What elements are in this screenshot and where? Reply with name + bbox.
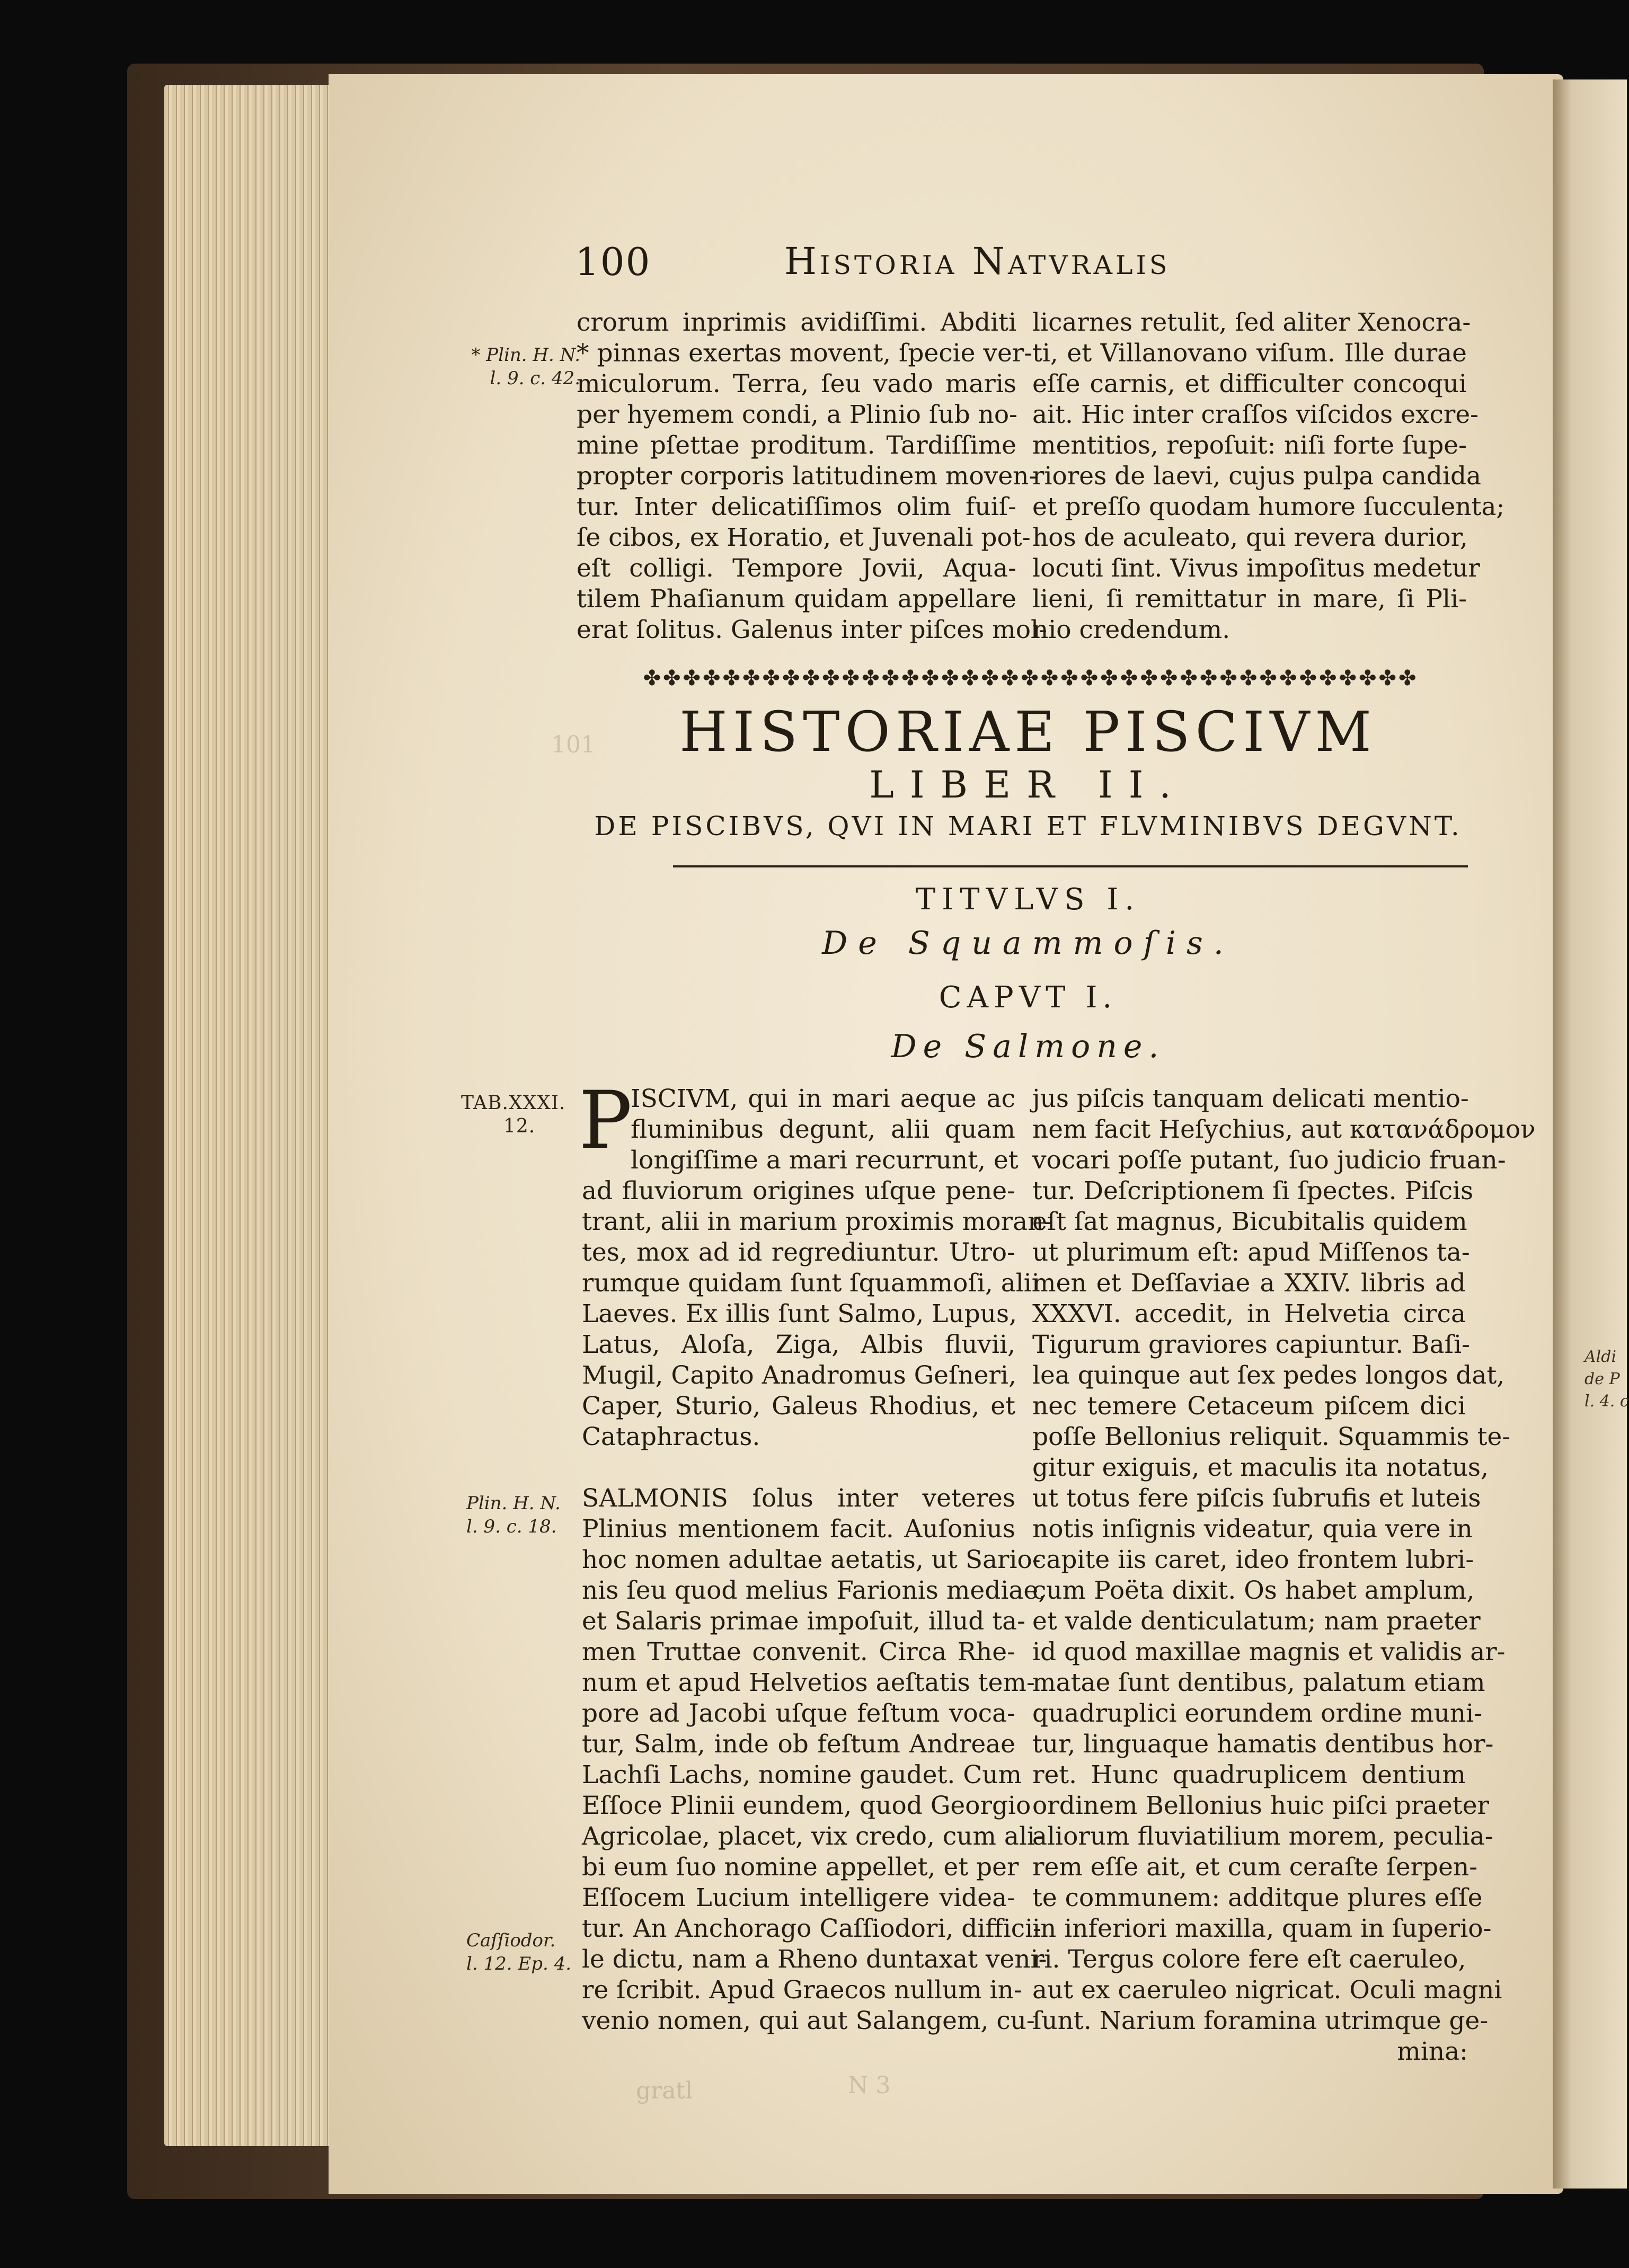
text-line: nio credendum. [1032, 615, 1230, 644]
titulus-heading: TITVLVS I. [915, 882, 1141, 917]
text-line: gitur exiguis, et maculis ita notatus, [1032, 1453, 1489, 1482]
next-page-margin-note [1584, 1346, 1629, 1413]
text-line: tur, linguaque hamatis dentibus hor- [1032, 1730, 1494, 1759]
text-line: Plinius mentionem facit. Auſonius [582, 1514, 1015, 1544]
text-line: ri. Tergus colore fere eſt caeruleo, [1032, 1945, 1466, 1974]
text-line: propter corporis latitudinem moven- [577, 462, 1038, 491]
text-line: notis inſignis videatur, quia vere in [1032, 1514, 1473, 1544]
text-line: licarnes retulit, ſed aliter Xenocra- [1032, 308, 1471, 337]
text-line: te communem: additque plures eſſe [1032, 1883, 1483, 1912]
text-line: fluminibus degunt, alii quam [631, 1115, 1015, 1144]
text-line: nec temere Cetaceum piſcem dici [1032, 1392, 1466, 1421]
text-line: Latus, Aloſa, Ziga, Albis fluvii, [582, 1330, 1015, 1359]
catchword: mina: [1397, 2037, 1468, 2066]
drop-cap: P [579, 1075, 632, 1167]
text-line: tur. Deſcriptionem ſi ſpectes. Piſcis [1032, 1176, 1474, 1206]
text-line: jus piſcis tanquam delicati mentio- [1032, 1084, 1469, 1113]
text-line: hos de aculeato, qui revera durior, [1032, 523, 1468, 552]
text-line: XXXVI. accedit, in Helvetia circa [1032, 1299, 1466, 1328]
text-line: hoc nomen adultae aetatis, ut Sario- [582, 1545, 1041, 1574]
text-line: men Truttae convenit. Circa Rhe- [582, 1637, 1015, 1667]
text-line: Tigurum graviores capiuntur. Baſi- [1032, 1330, 1470, 1359]
book-subtitle: DE PISCIBVS, QVI IN MARI ET FLVMINIBVS DEGVNT. [594, 811, 1462, 841]
caput-subheading: De Salmone. [891, 1028, 1165, 1065]
margin-note-line: l. 9. c. 42. [490, 368, 580, 389]
text-line: eſſe carnis, et difficulter concoqui [1032, 369, 1467, 398]
text-line: Eſſocem Lucium intelligere videa- [582, 1883, 1015, 1912]
running-title: Historia Natvralis [784, 240, 1171, 283]
text-line: tur, Salm, inde ob feſtum Andreae [582, 1730, 1015, 1759]
text-line: mentitios, repoſuit: niſi forte ſupe- [1032, 431, 1467, 460]
text-line: ti, et Villanovano viſum. Ille durae [1032, 339, 1467, 368]
next-margin-line: l. 4. c [1584, 1392, 1629, 1411]
margin-note-line: TAB.XXXI. [461, 1092, 566, 1114]
text-line: Cataphractus. [582, 1422, 760, 1451]
text-line: ut totus fere piſcis ſubrufis et luteis [1032, 1484, 1481, 1513]
text-line: tur. Inter delicatiſſimos olim fuiſ- [577, 492, 1016, 521]
text-line: et preſſo quodam humore ſucculenta; [1032, 492, 1505, 521]
margin-note-line: l. 12. Ep. 4. [466, 1953, 572, 1974]
text-line: tur. An Anchorago Caſſiodori, diffici- [582, 1914, 1042, 1943]
text-line: quadruplici eorundem ordine muni- [1032, 1699, 1483, 1728]
text-line: in inferiori maxilla, quam in ſuperio- [1032, 1914, 1492, 1943]
caput-heading: CAPVT I. [939, 980, 1118, 1015]
text-line: Lachſi Lachs, nomine gaudet. Cum [582, 1760, 1022, 1789]
margin-note-pliny-42 [453, 343, 580, 390]
margin-note-line: 12. [503, 1115, 536, 1137]
text-line: matae ſunt dentibus, palatum etiam [1032, 1668, 1485, 1697]
ornament-band: ✤✤✤✤✤✤✤✤✤✤✤✤✤✤✤✤✤✤✤✤✤✤✤✤✤✤✤✤✤✤✤✤✤✤✤✤✤✤✤ [643, 666, 1419, 690]
text-line: nem facit Heſychius, aut κατανάδρομον [1032, 1115, 1536, 1144]
margin-note-cassiodorus [466, 1929, 571, 1975]
text-line: locuti ſint. Vivus impoſitus medetur [1032, 554, 1480, 583]
margin-note-tab [461, 1092, 566, 1138]
text-line: ret. Hunc quadruplicem dentium [1032, 1760, 1466, 1789]
body-left-column [582, 1084, 1052, 2036]
titulus-subheading: De Squammoſis. [822, 925, 1234, 962]
text-line: crorum inprimis avidiſſimi. Abditi [577, 308, 1016, 337]
text-line: id quod maxillae magnis et validis ar- [1032, 1637, 1506, 1667]
text-line: tilem Phaſianum quidam appellare [577, 584, 1016, 614]
text-line: num et apud Helvetios aeſtatis tem- [582, 1668, 1035, 1697]
margin-note-line: Caſſiodor. [466, 1930, 556, 1951]
text-line: aut ex caeruleo nigricat. Oculi magni [1032, 1975, 1502, 2005]
text-line: Laeves. Ex illis ſunt Salmo, Lupus, [582, 1299, 1017, 1328]
margin-note-pliny-18 [466, 1492, 561, 1538]
text-line: rem eſſe ait, et cum ceraſte ſerpen- [1032, 1853, 1478, 1882]
next-page-edge [1553, 79, 1627, 2189]
top-right-column [1032, 307, 1505, 645]
text-line: longiſſime a mari recurrunt, et [631, 1146, 1019, 1175]
text-line: SALMONIS ſolus inter veteres [582, 1484, 1015, 1513]
liber-heading: LIBER II. [869, 763, 1187, 807]
page-number: 100 [575, 240, 651, 284]
text-line: Eſſoce Plinii eundem, quod Georgio [582, 1791, 1031, 1820]
show-through-text: gratl [636, 2077, 693, 2104]
text-line: aliorum fluviatilium morem, peculia- [1032, 1822, 1493, 1851]
text-line: tes, mox ad id regrediuntur. Utro- [582, 1238, 1015, 1267]
text-line: le dictu, nam a Rheno duntaxat veni- [582, 1945, 1047, 1974]
page-edges [164, 85, 339, 2146]
text-line: ad fluviorum origines uſque pene- [582, 1176, 1015, 1206]
next-margin-line: Aldi [1584, 1348, 1617, 1366]
text-line: Caper, Sturio, Galeus Rhodius, et [582, 1392, 1015, 1421]
text-line: Agricolae, placet, vix credo, cum ali- [582, 1822, 1043, 1851]
text-line: pore ad Jacobi uſque feſtum voca- [582, 1699, 1015, 1728]
text-line: erat ſolitus. Galenus inter piſces mol- [577, 615, 1047, 644]
text-line: men et Deſſaviae a XXIV. libris ad [1032, 1269, 1466, 1298]
margin-note-line: * Plin. H. N. [471, 344, 580, 366]
text-line: cum Poëta dixit. Os habet amplum, [1032, 1576, 1475, 1605]
text-line: miculorum. Terra, ſeu vado maris [577, 369, 1016, 398]
text-line: eſt ſat magnus, Bicubitalis quidem [1032, 1207, 1467, 1236]
text-line: ordinem Bellonius huic piſci praeter [1032, 1791, 1490, 1820]
text-line: trant, alii in marium proximis moran- [582, 1207, 1052, 1236]
text-line: ſe cibos, ex Horatio, et Juvenali pot- [577, 523, 1031, 552]
text-line: Mugil, Capito Anadromus Geſneri, [582, 1361, 1016, 1390]
text-line: eſt colligi. Tempore Jovii, Aqua- [577, 554, 1016, 583]
text-line: et valde denticulatum; nam praeter [1032, 1607, 1481, 1636]
text-line: capite iis caret, ideo frontem lubri- [1032, 1545, 1474, 1574]
top-left-column [577, 307, 1047, 645]
text-line: * pinnas exertas movent, ſpecie ver- [577, 339, 1033, 368]
show-through-page-number: 101 [551, 731, 596, 758]
book-title-heading: HISTORIAE PISCIVM [679, 699, 1377, 764]
text-line: poſſe Bellonius reliquit. Squammis te- [1032, 1422, 1511, 1451]
heading-rule [673, 865, 1468, 867]
text-line: nis ſeu quod melius Farionis mediae, [582, 1576, 1047, 1605]
text-line: ait. Hic inter craſſos viſcidos excre- [1032, 400, 1479, 429]
next-margin-line: de P [1584, 1370, 1620, 1388]
text-line: re ſcribit. Apud Graecos nullum in- [582, 1975, 1022, 2005]
text-line: ISCIVM, qui in mari aeque ac [631, 1084, 1015, 1113]
text-line: lieni, ſi remittatur in mare, ſi Pli- [1032, 584, 1467, 614]
text-line: vocari poſſe putant, ſuo judicio fruan- [1032, 1146, 1506, 1175]
text-line [582, 1452, 1015, 1483]
text-line: et Salaris primae impoſuit, illud ta- [582, 1607, 1026, 1636]
show-through-signature: N 3 [848, 2072, 891, 2099]
body-right-column [1032, 1084, 1536, 2036]
text-line: riores de laevi, cujus pulpa candida [1032, 462, 1482, 491]
text-line: ut plurimum eſt: apud Miſſenos ta- [1032, 1238, 1470, 1267]
text-line: lea quinque aut ſex pedes longos dat, [1032, 1361, 1505, 1390]
text-line: bi eum ſuo nomine appellet, et per [582, 1853, 1019, 1882]
margin-note-line: Plin. H. N. [466, 1493, 561, 1514]
text-line: mine pſettae proditum. Tardiſſime [577, 431, 1016, 460]
text-line: venio nomen, qui aut Salangem, cu- [582, 2006, 1035, 2035]
text-line: ſunt. Narium foramina utrimque ge- [1032, 2006, 1489, 2035]
text-line: rumque quidam ſunt ſquammoſi, alii [582, 1269, 1040, 1298]
text-line: per hyemem condi, a Plinio ſub no- [577, 400, 1018, 429]
margin-note-line: l. 9. c. 18. [466, 1516, 557, 1537]
